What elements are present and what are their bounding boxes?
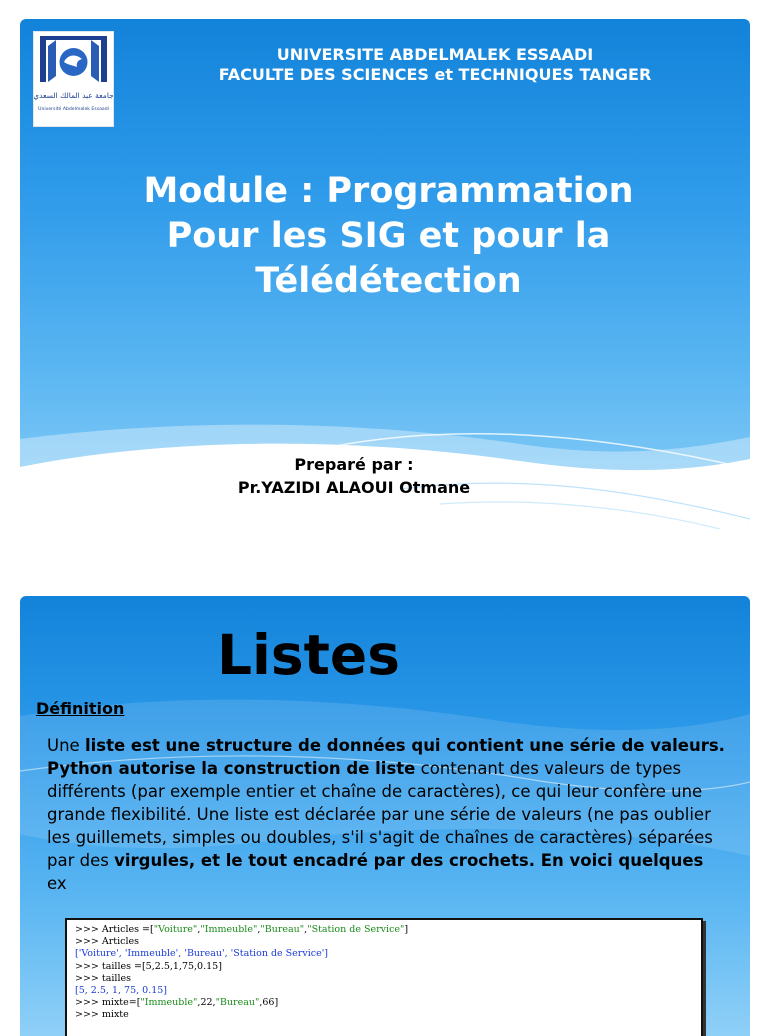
code-output: ['Voiture', 'Immeuble', 'Bureau', 'Station de Service']	[75, 948, 329, 960]
para-text-2: contenant des valeurs de types différents (par exemple entier et chaîne de caractères), ce qui leur confère une grande flexibilité. Une liste est déclarée par une série de valeurs (ne pas oublier les guillemets, simples ou doubles, s'il s'agit de chaînes de caractères) séparées par des	[47, 759, 713, 870]
code-line: >>> tailles	[75, 972, 131, 984]
para-bold-1: liste est une structure de données qui contient une série de valeurs. Python autorise la construction de liste	[47, 736, 725, 778]
author-name: Pr.YAZIDI ALAOUI Otmane	[237, 478, 471, 497]
definition-paragraph	[47, 734, 737, 895]
para-text-3: ex	[47, 874, 67, 893]
title-line-1: Module : Programmation	[143, 171, 634, 211]
module-title	[60, 169, 717, 304]
title-slide	[20, 19, 750, 529]
python-shell-screenshot	[65, 918, 703, 1036]
para-text-1: Une	[47, 736, 85, 755]
code-line: >>> mixte	[75, 1009, 129, 1021]
code-line: >>> mixte=["Immeuble",22,"Bureau",66]	[75, 997, 279, 1009]
code-line: >>> Articles	[75, 936, 140, 948]
slide-heading: Listes	[217, 623, 400, 687]
university-logo	[33, 31, 114, 127]
prepared-by-block	[20, 453, 688, 499]
definition-label: Définition	[36, 699, 125, 718]
title-line-3: Télédétection	[255, 261, 522, 301]
university-name: UNIVERSITE ABDELMALEK ESSAADI	[276, 45, 594, 64]
university-header	[130, 45, 740, 85]
code-line: >>> Articles =["Voiture","Immeuble","Bureau","Station de Service"]	[75, 924, 409, 935]
code-line: >>> tailles =[5,2.5,1,75,0.15]	[75, 960, 222, 972]
lists-slide	[20, 596, 750, 1036]
para-bold-2: virgules, et le tout encadré par des crochets. En voici quelques	[114, 851, 704, 870]
prepared-by-label: Preparé par :	[294, 455, 414, 474]
code-output: [5, 2.5, 1, 75, 0.15]	[75, 985, 168, 997]
title-line-2: Pour les SIG et pour la	[166, 216, 611, 256]
svg-text:جامعة عبد المالك السعدي: جامعة عبد المالك السعدي	[34, 91, 113, 100]
faculty-name: FACULTE DES SCIENCES et TECHNIQUES TANGER	[218, 65, 652, 84]
svg-text:Université Abdelmalek Essaadi: Université Abdelmalek Essaadi	[38, 107, 109, 112]
